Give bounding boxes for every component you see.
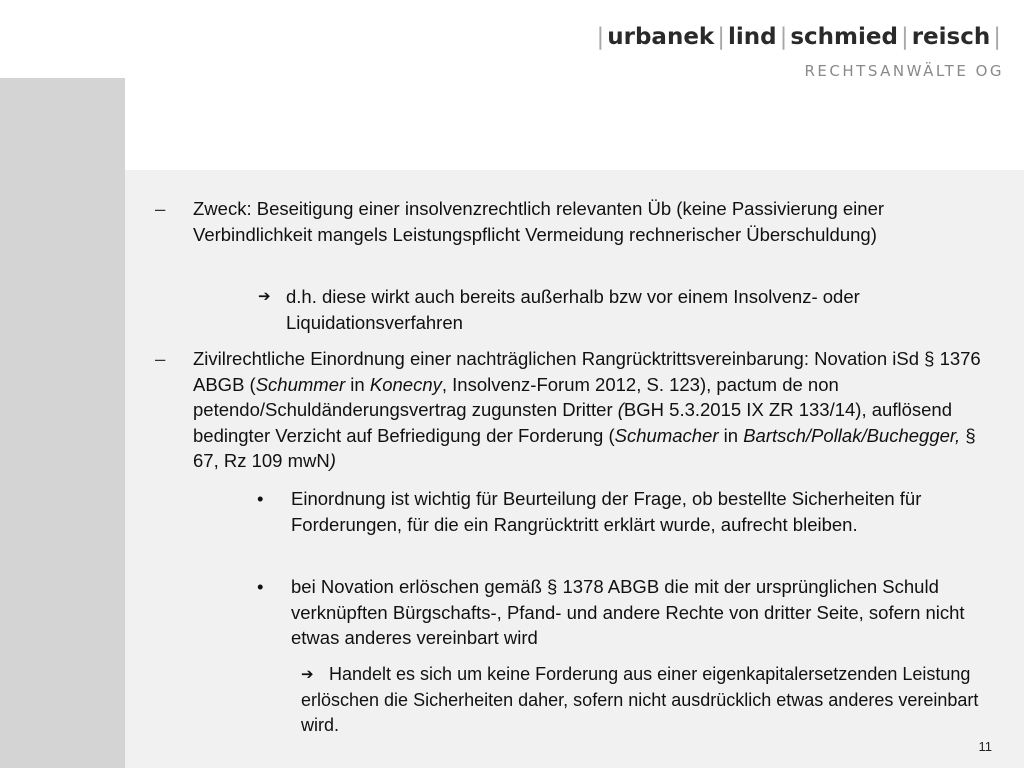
text-segment: Zivilrechtliche Einordnung einer nachträglichen Rangrücktrittsvereinbarung: Novation iSd § 1376 ABGB ( [193, 348, 981, 395]
item-text: Einordnung ist wichtig für Beurteilung der Frage, ob bestellte Sicherheiten für Forderungen, für die ein Rangrücktritt erklärt wurde, aufrecht bleiben. [291, 488, 922, 535]
text-segment: BGH 5.3.2015 IX ZR 133/14), auflösend bedingter Verzicht auf Befriedigung der Forderung ( [193, 399, 952, 446]
dash-marker: – [155, 198, 166, 219]
text-segment: ( [617, 399, 624, 420]
arrow-right-icon: ➔ [301, 666, 314, 683]
logo-part-reisch: reisch [911, 24, 991, 50]
author-name: Schummer [255, 373, 346, 395]
firm-subtitle: RECHTSANWÄLTE OG [804, 62, 1004, 80]
text-segment: in [345, 373, 370, 395]
left-sidebar-bar [0, 78, 125, 768]
item-text [193, 346, 1003, 474]
text-segment: , Insolvenz-Forum 2012, S. 123), pactum de non petendo/Schuldänderungsvertrag zugunsten Dritter [193, 373, 839, 420]
item-text: bei Novation erlöschen gemäß § 1378 ABGB die mit der ursprünglichen Schuld verknüpften Bürgschafts-, Pfand- und andere Rechte von dritter Seite, sofern nicht etwas anderes vereinbart wird [291, 576, 965, 648]
item-text: Zweck: Beseitigung einer insolvenzrechtlich relevanten Üb (keine Passivierung einer Verbindlichkeit mangels Leistungspflicht Vermeidung rechnerischer Überschuldung) [193, 198, 885, 245]
item-text: d.h. diese wirkt auch bereits außerhalb bzw vor einem Insolvenz- oder Liquidationsverfahren [286, 286, 860, 333]
logo-separator: | [596, 24, 605, 50]
logo-separator: | [779, 24, 788, 50]
text-segment: ) [329, 450, 336, 471]
arrow-right-icon: ➔ [258, 288, 271, 305]
text-segment: in [718, 424, 744, 446]
logo-separator: | [993, 24, 1001, 50]
logo-part-schmied: schmied [790, 24, 898, 50]
text-segment: § 67, Rz 109 mwN [193, 424, 976, 471]
item-text: Handelt es sich um keine Forderung aus einer eigenkapitalersetzenden Leistung erlöschen die Sicherheiten daher, sofern nicht ausdrücklich etwas anderes vereinbart wird. [301, 664, 979, 735]
author-name: Schumacher [614, 424, 719, 446]
work-title: Konecny [369, 373, 442, 395]
page-number: 11 [978, 739, 992, 754]
bullet-marker: • [257, 576, 264, 597]
work-title: Bartsch/Pollak/Buchegger, [743, 424, 961, 446]
logo-part-urbanek: urbanek [607, 24, 715, 50]
firm-logo [594, 24, 1005, 50]
bullet-marker: • [257, 488, 264, 509]
dash-marker: – [155, 348, 166, 369]
logo-separator: | [900, 24, 909, 50]
logo-part-lind: lind [727, 24, 777, 50]
logo-separator: | [717, 24, 725, 50]
